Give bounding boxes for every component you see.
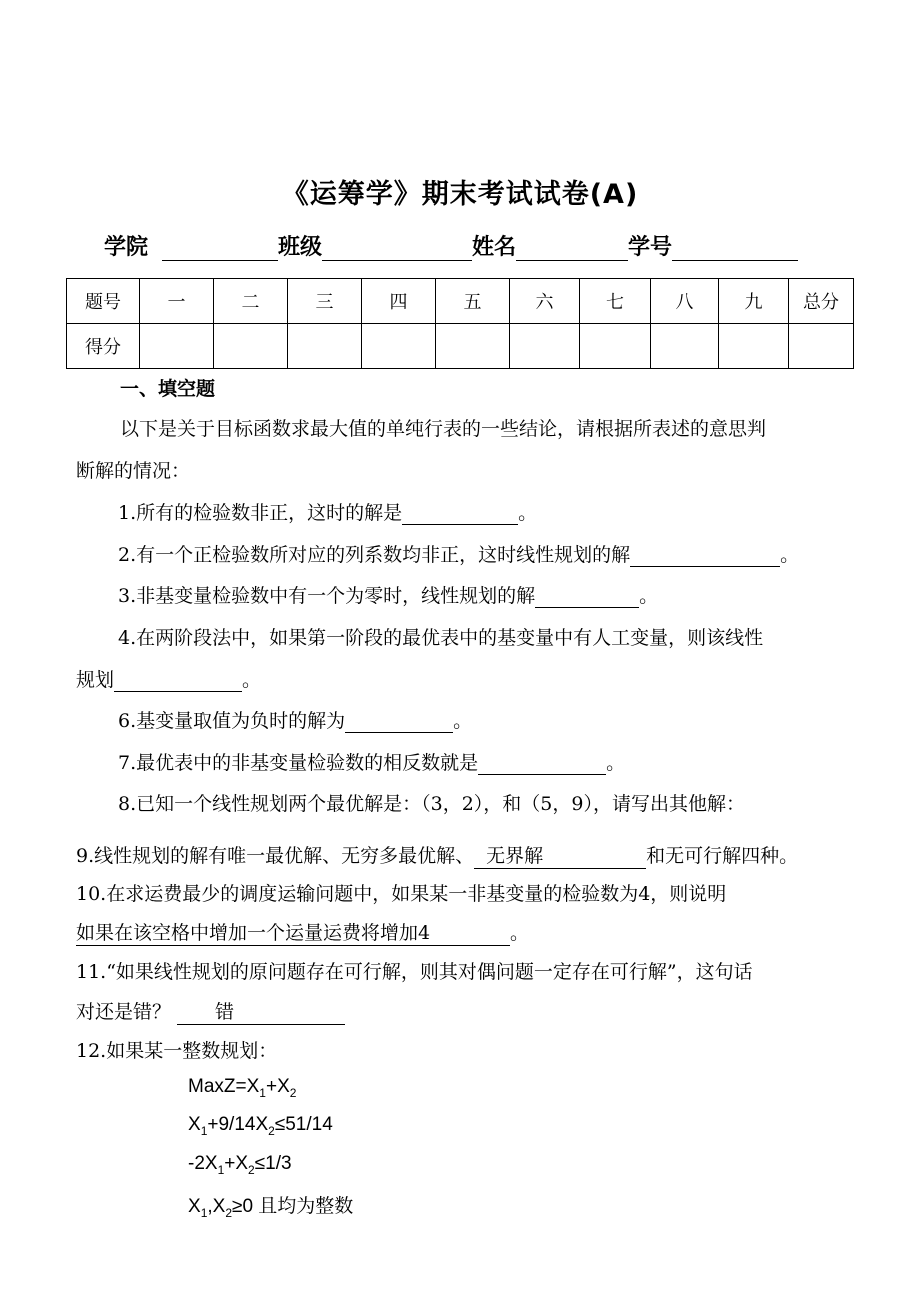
subscript: 2: [268, 1123, 275, 1138]
answer-blank[interactable]: [114, 669, 242, 692]
question-10-line-2: [76, 918, 529, 946]
name-blank[interactable]: [516, 236, 628, 261]
constraint-1: [188, 1114, 333, 1138]
subscript: 2: [248, 1162, 255, 1177]
formula-part: ,X: [207, 1196, 226, 1217]
period: 。: [639, 585, 659, 607]
formula-part: MaxZ=X: [188, 1076, 260, 1097]
table-cell: 二: [214, 279, 288, 324]
score-cell[interactable]: [288, 324, 362, 369]
class-label: 班级: [278, 235, 323, 260]
constraint-2: [188, 1153, 292, 1177]
table-cell: 总分: [789, 279, 854, 324]
intro-line-1: 以下是关于目标函数求最大值的单纯行表的一些结论，请根据所表述的意思判: [120, 418, 767, 440]
answer-text: [474, 841, 646, 869]
score-cell[interactable]: [580, 324, 651, 369]
question-4-line-1: 4.在两阶段法中，如果第一阶段的最优表中的基变量中有人工变量，则该线性: [118, 627, 764, 649]
section-heading: 一、填空题: [120, 378, 216, 400]
question-4-line-2: [76, 665, 261, 692]
question-7: [118, 748, 625, 775]
question-9: [76, 841, 798, 869]
table-cell: 八: [651, 279, 719, 324]
score-cell[interactable]: [214, 324, 288, 369]
answer-blank[interactable]: [345, 710, 453, 733]
answer-blank[interactable]: [535, 585, 639, 608]
period: 。: [606, 752, 626, 774]
formula-part: X: [188, 1196, 201, 1217]
subscript: 1: [259, 1085, 266, 1100]
score-cell[interactable]: [362, 324, 436, 369]
question-11-line-1: 11.“如果线性规划的原问题存在可行解，则其对偶问题一定存在可行解”，这句话: [76, 961, 753, 983]
question-11-line-2: [76, 997, 345, 1025]
question-3: [118, 581, 658, 608]
answer-value: 错: [215, 1001, 235, 1023]
question-6: [118, 706, 472, 733]
question-1: [118, 498, 537, 525]
question-10-line-1: 10.在求运费最少的调度运输问题中，如果某一非基变量的检验数为4，则说明: [76, 883, 727, 905]
formula-part: ≤1/3: [254, 1153, 292, 1174]
question-8: 8.已知一个线性规划两个最优解是：（3，2），和（5，9），请写出其他解：: [118, 793, 745, 815]
period: 。: [518, 502, 538, 524]
student-info-line: [104, 230, 798, 261]
answer-value: 如果在该空格中增加一个运量运费将增加4: [76, 922, 431, 944]
table-cell: 三: [288, 279, 362, 324]
table-cell: 五: [436, 279, 510, 324]
question-text: 3.非基变量检验数中有一个为零时，线性规划的解: [118, 585, 536, 607]
class-blank[interactable]: [322, 236, 472, 261]
answer-blank[interactable]: [630, 544, 780, 567]
score-cell[interactable]: [719, 324, 789, 369]
exam-title: 《运筹学》期末考试试卷(A): [281, 179, 639, 210]
constraint-3: [188, 1191, 353, 1220]
table-cell: 七: [580, 279, 651, 324]
table-row-scores: [67, 324, 854, 369]
answer-text: [177, 997, 345, 1025]
college-blank[interactable]: [162, 236, 278, 261]
formula-part: +9/14X: [207, 1114, 269, 1135]
question-2: [118, 540, 799, 567]
subscript: 1: [200, 1123, 208, 1138]
question-text: 7.最优表中的非基变量检验数的相反数就是: [118, 752, 479, 774]
answer-text: [76, 918, 510, 946]
table-cell: 得分: [67, 324, 140, 369]
formula-part: +X: [265, 1076, 290, 1097]
question-text: 6.基变量取值为负时的解为: [118, 710, 346, 732]
formula-part: ≤51/14: [274, 1114, 333, 1135]
name-label: 姓名: [472, 235, 517, 260]
formula-part: +X: [224, 1153, 249, 1174]
subscript: 2: [289, 1085, 297, 1100]
formula-part: X: [188, 1114, 201, 1135]
score-cell[interactable]: [651, 324, 719, 369]
period: 。: [510, 922, 530, 944]
score-cell[interactable]: [789, 324, 854, 369]
score-table: [66, 278, 854, 369]
period: 。: [242, 669, 262, 691]
answer-value: 无界解: [486, 845, 544, 867]
question-12: 12.如果某一整数规划：: [76, 1040, 278, 1062]
score-cell[interactable]: [510, 324, 580, 369]
question-text: 对还是错？: [76, 1001, 172, 1023]
table-row-question-numbers: [67, 279, 854, 324]
question-text: 1.所有的检验数非正，这时的解是: [118, 502, 403, 524]
answer-blank[interactable]: [402, 502, 518, 525]
answer-blank[interactable]: [478, 752, 606, 775]
period: 。: [453, 710, 473, 732]
formula-part: -2X: [188, 1153, 218, 1174]
subscript: 1: [200, 1205, 208, 1220]
objective-function: [188, 1076, 296, 1100]
score-cell[interactable]: [436, 324, 510, 369]
score-cell[interactable]: [140, 324, 214, 369]
subscript: 1: [217, 1162, 225, 1177]
table-cell: 一: [140, 279, 214, 324]
question-text: 规划: [76, 669, 115, 691]
question-text: 2.有一个正检验数所对应的列系数均非正，这时线性规划的解: [118, 544, 631, 566]
table-cell: 题号: [67, 279, 140, 324]
subscript: 2: [225, 1205, 233, 1220]
college-label: 学院: [104, 235, 149, 260]
period: 。: [780, 544, 800, 566]
intro-line-2: 断解的情况：: [76, 460, 191, 482]
table-cell: 九: [719, 279, 789, 324]
table-cell: 六: [510, 279, 580, 324]
table-cell: 四: [362, 279, 436, 324]
formula-part: ≥0 且均为整数: [232, 1196, 354, 1217]
student-id-blank[interactable]: [672, 236, 798, 261]
student-id-label: 学号: [628, 235, 673, 260]
question-text: 9.线性规划的解有唯一最优解、无穷多最优解、: [76, 845, 475, 867]
question-text: 和无可行解四种。: [646, 845, 799, 867]
